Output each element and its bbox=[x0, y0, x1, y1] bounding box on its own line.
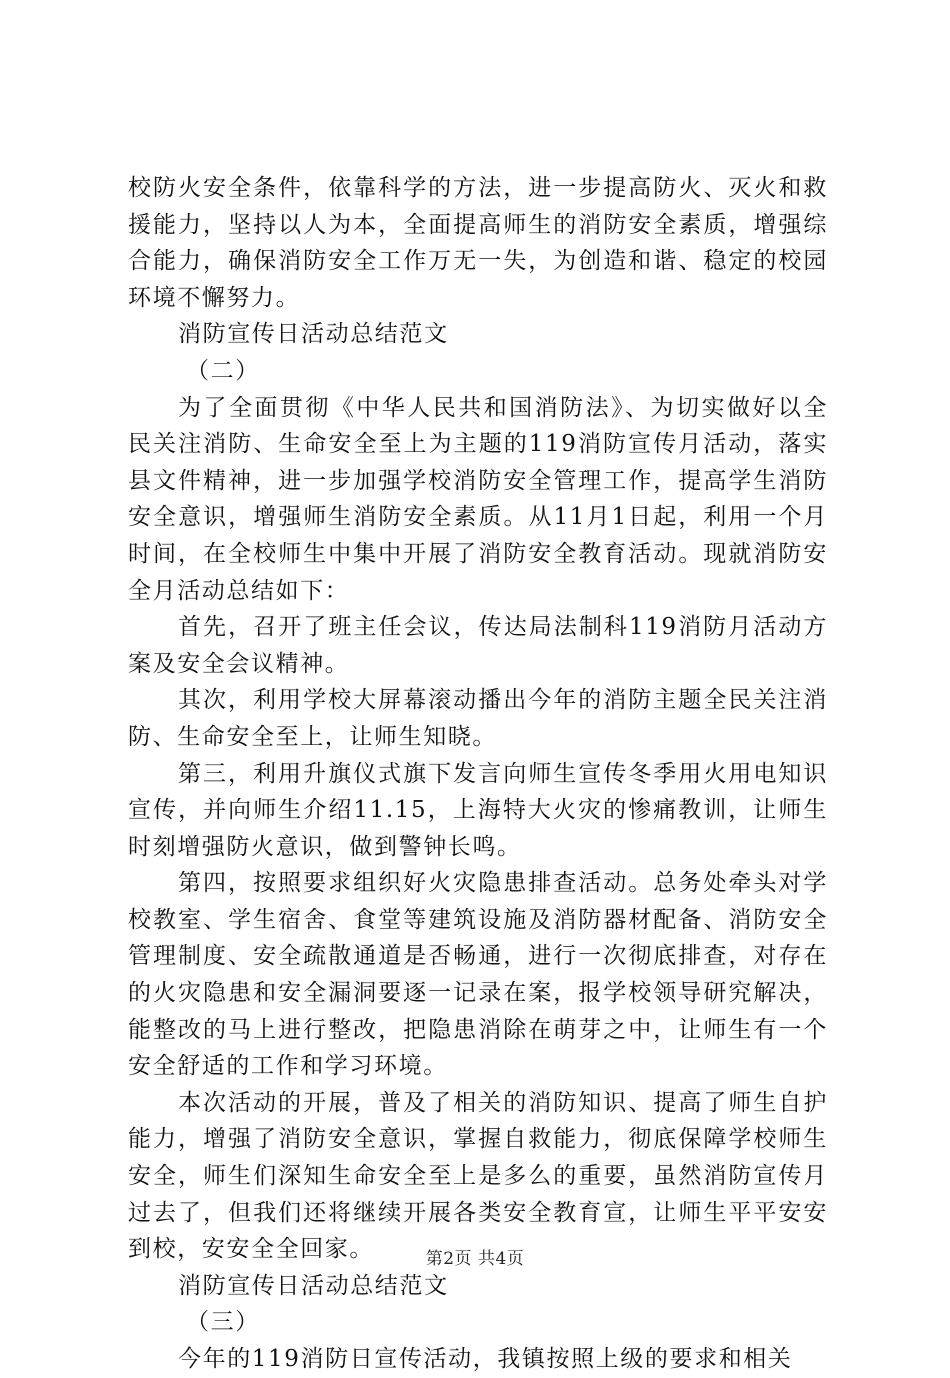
paragraph-3: 首先，召开了班主任会议，传达局法制科119消防月活动方案及安全会议精神。 bbox=[128, 614, 828, 677]
paragraph-2: 为了全面贯彻《中华人民共和国消防法》、为切实做好以全民关注消防、生命安全至上为主题的119消防宣传月活动，落实县文件精神，进一步加强学校消防安全管理工作，提高学生消防安全意识，增强师生消防安全素质。从11月1日起，利用一个月时间，在全校师生中集中开展了消防安全教育活动。现就消防安全月活动总结如下： bbox=[128, 394, 828, 604]
paragraph-6: 第四，按照要求组织好火灾隐患排查活动。总务处牵头对学校教室、学生宿舍、食堂等建筑设施及消防器材配备、消防安全管理制度、安全疏散通道是否畅通，进行一次彻底排查，对存在的火灾隐患和安全漏洞要逐一记录在案，报学校领导研究解决，能整改的马上进行整改，把隐患消除在萌芽之中，让师生有一个安全舒适的工作和学习环境。 bbox=[128, 870, 828, 1080]
paragraph-5: 第三，利用升旗仪式旗下发言向师生宣传冬季用火用电知识宣传，并向师生介绍11.15，上海特大火灾的惨痛教训，让师生时刻增强防火意识，做到警钟长鸣。 bbox=[128, 760, 828, 860]
paragraph-7: 本次活动的开展，普及了相关的消防知识、提高了师生自护能力，增强了消防安全意识，掌握自救能力，彻底保障学校师生安全，师生们深知生命安全至上是多么的重要，虽然消防宣传月过去了，但我们还将继续开展各类安全教育宣，让师生平平安安到校，安安全全回家。 bbox=[128, 1089, 828, 1263]
paragraph-8: 今年的119消防日宣传活动，我镇按照上级的要求和相关 bbox=[178, 1346, 793, 1372]
paragraph-4: 其次，利用学校大屏幕滚动播出今年的消防主题全民关注消防、生命安全至上，让师生知晓。 bbox=[128, 687, 828, 750]
section-heading-2: 消防宣传日活动总结范文 bbox=[178, 1272, 449, 1299]
section-heading-1: 消防宣传日活动总结范文 bbox=[178, 321, 449, 348]
section-number-3: （三） bbox=[186, 1309, 260, 1336]
paragraph-1: 校防火安全条件，依靠科学的方法，进一步提高防火、灭火和救援能力，坚持以人为本，全面提高师生的消防安全素质，增强综合能力，确保消防安全工作万无一失，为创造和谐、稳定的校园环境不懈努力。 bbox=[128, 175, 828, 311]
document-body bbox=[128, 170, 828, 1378]
section-number-2: （二） bbox=[186, 357, 260, 384]
page-footer: 第2页 共4页 bbox=[425, 1249, 525, 1269]
